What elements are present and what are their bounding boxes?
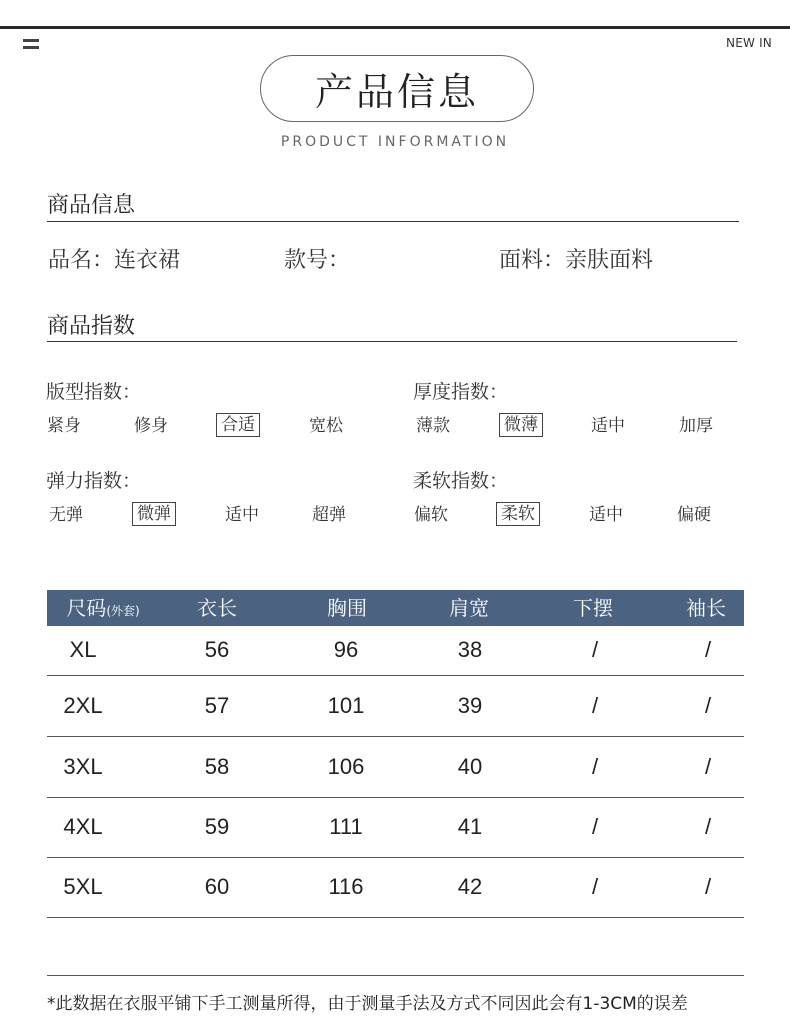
table-cell: 57 [204, 693, 230, 718]
table-cell: 39 [457, 693, 483, 718]
column-header: 尺码(外套) [66, 596, 140, 620]
product-fabric: 面料：亲肤面料 [499, 248, 654, 273]
table-row [47, 738, 744, 798]
elasticity-option: 适中 [225, 505, 259, 525]
table-cell: 58 [204, 754, 230, 779]
table-row [47, 677, 744, 737]
table-cell: / [591, 693, 599, 718]
thickness-index-label: 厚度指数： [413, 381, 509, 403]
fit-index-label: 版型指数： [46, 381, 142, 403]
column-header: 下摆 [573, 596, 613, 620]
product-info-heading: 商品信息 [47, 193, 136, 218]
thickness-option: 加厚 [679, 416, 713, 436]
table-cell: / [704, 637, 712, 662]
table-cell: / [591, 814, 599, 839]
table-row [47, 626, 744, 676]
title-badge [260, 55, 534, 122]
page-title: 产品信息 [314, 70, 479, 114]
new-in-label: NEW IN [726, 36, 772, 50]
table-cell: 101 [327, 693, 365, 718]
top-divider [0, 26, 790, 29]
table-cell: 96 [333, 637, 359, 662]
column-header: 衣长 [197, 596, 237, 620]
indices-divider [47, 341, 737, 342]
softness-option-selected: 柔软 [496, 502, 540, 526]
thickness-option: 适中 [591, 416, 625, 436]
column-header: 胸围 [327, 596, 367, 620]
softness-option: 偏软 [414, 505, 448, 525]
thickness-option: 薄款 [416, 416, 450, 436]
product-style-no: 款号： [284, 248, 351, 273]
menu-icon[interactable] [23, 39, 39, 51]
table-cell: / [591, 754, 599, 779]
fit-option: 宽松 [309, 416, 343, 436]
softness-option: 偏硬 [677, 505, 711, 525]
table-cell: 42 [457, 874, 483, 899]
softness-option: 适中 [589, 505, 623, 525]
product-name: 品名：连衣裙 [48, 248, 181, 273]
measurement-footnote: *此数据在衣服平铺下手工测量所得，由于测量手法及方式不同因此会有1-3CM的误差 [47, 994, 688, 1014]
table-cell: / [591, 637, 599, 662]
table-cell: 3XL [63, 754, 103, 779]
elasticity-option-selected: 微弹 [132, 502, 176, 526]
table-cell: / [704, 693, 712, 718]
table-cell: / [591, 874, 599, 899]
footnote-divider [47, 975, 744, 976]
table-cell: 38 [457, 637, 483, 662]
table-row [47, 798, 744, 858]
table-cell: XL [69, 637, 97, 662]
table-cell: 4XL [63, 814, 103, 839]
table-cell: 59 [204, 814, 230, 839]
table-cell: 116 [328, 874, 364, 899]
page-subtitle: PRODUCT INFORMATION [280, 134, 510, 150]
elasticity-option: 超弹 [312, 505, 346, 525]
elasticity-index-label: 弹力指数： [46, 470, 142, 492]
size-table-header [47, 590, 744, 626]
table-cell: 2XL [63, 693, 103, 718]
fit-option: 紧身 [47, 416, 81, 436]
table-cell: 41 [457, 814, 483, 839]
table-row [47, 858, 744, 918]
column-header: 袖长 [686, 596, 726, 620]
table-cell: 106 [327, 754, 365, 779]
thickness-option-selected: 微薄 [499, 413, 543, 437]
table-cell: 56 [204, 637, 230, 662]
column-header: 肩宽 [449, 596, 489, 620]
table-cell: 40 [457, 754, 483, 779]
table-cell: 60 [204, 874, 230, 899]
table-cell: / [704, 874, 712, 899]
table-cell: 5XL [63, 874, 103, 899]
table-cell: / [704, 814, 712, 839]
elasticity-option: 无弹 [49, 505, 83, 525]
product-info-divider [47, 221, 739, 222]
fit-option-selected: 合适 [216, 413, 260, 437]
table-cell: / [704, 754, 712, 779]
table-cell: 111 [329, 814, 363, 839]
fit-option: 修身 [134, 416, 168, 436]
softness-index-label: 柔软指数： [413, 470, 509, 492]
indices-heading: 商品指数 [47, 314, 136, 339]
